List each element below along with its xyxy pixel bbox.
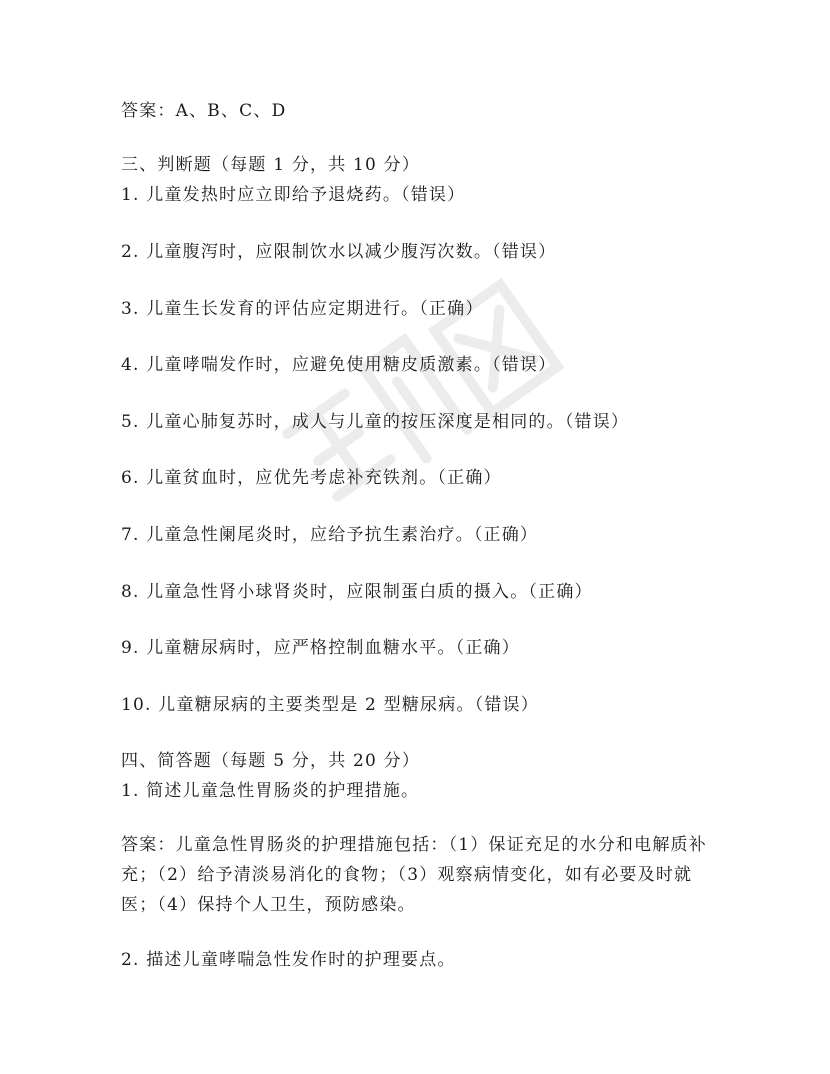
judgment-item-8: 8. 儿童急性肾小球肾炎时，应限制蛋白质的摄入。（正确）	[121, 582, 593, 602]
judgment-item-7: 7. 儿童急性阑尾炎时，应给予抗生素治疗。（正确）	[121, 525, 539, 545]
judgment-item-4: 4. 儿童哮喘发作时，应避免使用糖皮质激素。（错误）	[121, 355, 557, 375]
answer-line-top: 答案：A、B、C、D	[121, 101, 287, 121]
short-answer-question-2: 2. 描述儿童哮喘急性发作时的护理要点。	[121, 950, 456, 970]
judgment-item-6: 6. 儿童贫血时，应优先考虑补充铁剂。（正确）	[121, 468, 502, 488]
judgment-item-10: 10. 儿童糖尿病的主要类型是 2 型糖尿病。（错误）	[121, 695, 539, 715]
short-answer-question-1: 1. 简述儿童急性胃肠炎的护理措施。	[121, 781, 420, 801]
short-answer-answer-1: 答案：儿童急性胃肠炎的护理措施包括：（1）保证充足的水分和电解质补充；（2）给予清淡易消化的食物；（3）观察病情变化，如有必要及时就医；（4）保持个人卫生，预防感染。	[121, 835, 707, 915]
section-4-heading: 四、简答题（每题 5 分，共 20 分）	[121, 751, 421, 771]
judgment-item-3: 3. 儿童生长发育的评估应定期进行。（正确）	[121, 299, 484, 319]
judgment-item-2: 2. 儿童腹泻时，应限制饮水以减少腹泻次数。（错误）	[121, 242, 557, 262]
judgment-item-1: 1. 儿童发热时应立即给予退烧药。（错误）	[121, 185, 466, 205]
section-3-heading: 三、判断题（每题 1 分，共 10 分）	[121, 155, 421, 175]
judgment-item-5: 5. 儿童心肺复苏时，成人与儿童的按压深度是相同的。（错误）	[121, 412, 630, 432]
judgment-item-9: 9. 儿童糖尿病时，应严格控制血糖水平。（正确）	[121, 638, 520, 658]
